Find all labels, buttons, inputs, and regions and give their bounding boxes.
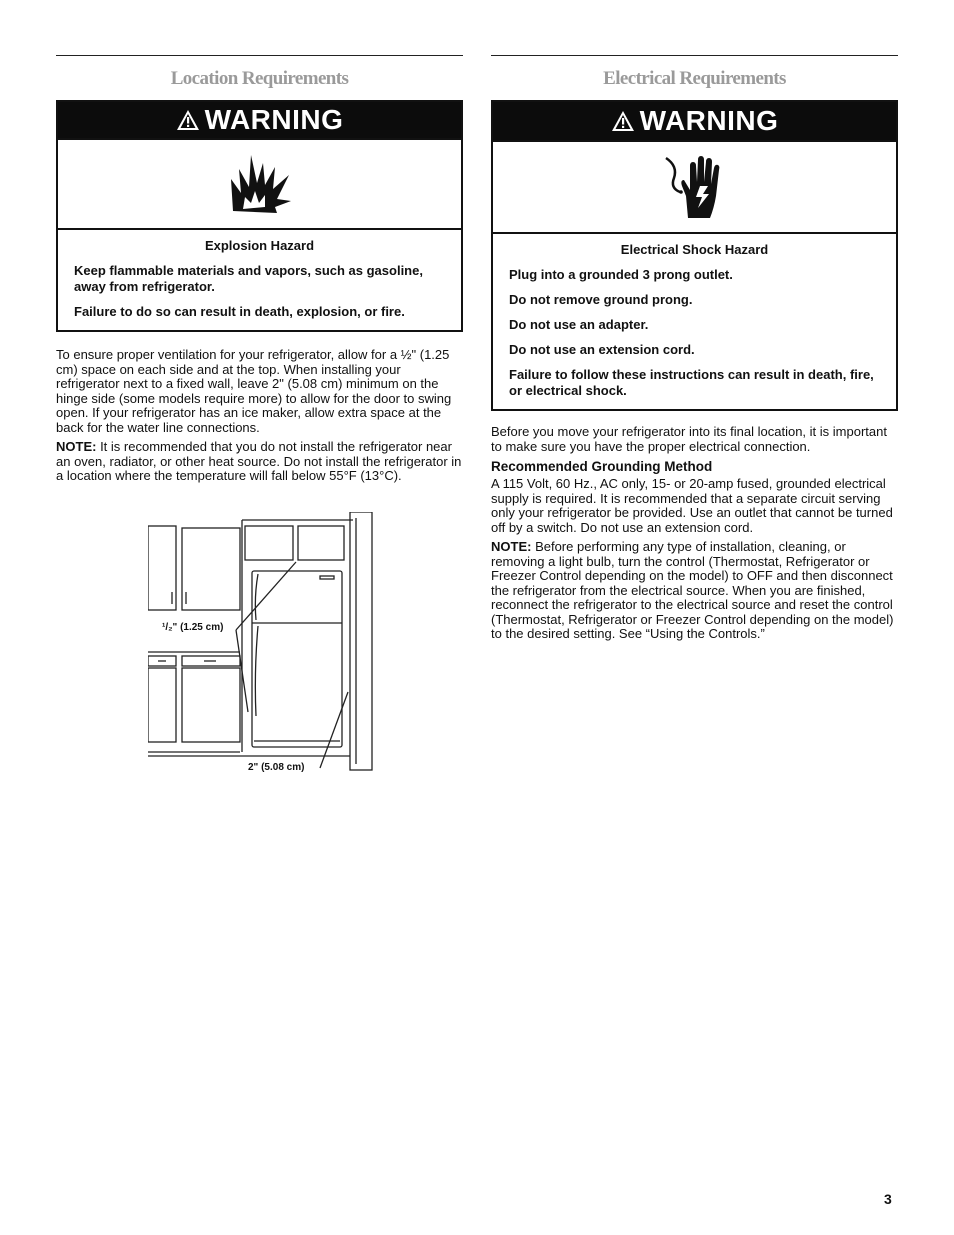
grounding-paragraph: A 115 Volt, 60 Hz., AC only, 15- or 20-amp fused, grounded electrical supply is required. It is recommended that a separate circuit serving only your refrigerator be provided. Use an outlet that cannot be turned off by a switch. Do not use an extension cord. [491,476,893,535]
refrigerator-clearance-figure [148,512,374,774]
warning-line: Do not use an extension cord. [509,342,695,357]
left-column [56,55,463,489]
warning-triangle-icon [611,110,635,132]
section-title-electrical: Electrical Requirements [603,68,786,89]
warning-box-explosion [56,100,463,332]
grounding-subhead: Recommended Grounding Method [491,459,713,474]
top-rule [491,55,898,56]
note-paragraph [56,440,463,484]
warning-header [58,102,461,138]
electrical-intro-paragraph: Before you move your refrigerator into its final location, it is important to make sure you have the proper electrical connection. [491,424,887,454]
right-column [491,55,898,647]
warning-triangle-icon [176,109,200,131]
warning-label: WARNING [204,104,344,135]
clearance-label-half-inch: ¹/₂" (1.25 cm) [162,622,224,633]
top-rule [56,55,463,56]
warning-line: Keep flammable materials and vapors, such as gasoline, away from refrigerator. [74,263,423,294]
explosion-icon [225,149,295,219]
refrigerator-diagram [148,512,374,774]
warning-line: Do not remove ground prong. [509,292,693,307]
electric-shock-hand-icon [660,152,730,222]
hazard-title: Explosion Hazard [204,238,315,253]
warning-icon-area [493,140,896,234]
warning-line: Plug into a grounded 3 prong outlet. [509,267,733,282]
note-label: NOTE: [491,539,532,554]
note-text: It is recommended that you do not install the refrigerator near an oven, radiator, or other heat source. Do not install the refrigerator in a location where the temperature will fall below 55°F (13°C). [56,439,462,483]
note-paragraph [491,540,898,642]
hazard-title: Electrical Shock Hazard [620,242,769,257]
warning-label: WARNING [639,105,779,136]
warning-line: Do not use an adapter. [509,317,649,332]
warning-text [493,234,896,409]
section-title-location: Location Requirements [170,68,349,89]
ventilation-paragraph: To ensure proper ventilation for your refrigerator, allow for a ½" (1.25 cm) space on each side and at the top. When installing your refrigerator next to a fixed wall, leave 2" (5.08 cm) minimum on the hinge side (some models require more) to allow for the door to swing open. If your refrigerator has an ice maker, allow extra space at the back for the water line connections. [56,347,452,435]
note-text: Before performing any type of installation, cleaning, or removing a light bulb, turn the control (Thermostat, Refrigerator or Freezer Control depending on the model) to OFF and then disconnect the refrigerator from the electrical source. When you are finished, reconnect the refrigerator to the electrical source and reset the control (Thermostat, Refrigerator or Freezer Control depending on the model) to the desired setting. See “Using the Controls.” [491,539,894,641]
clearance-label-two-inch: 2" (5.08 cm) [248,762,305,773]
warning-text [58,230,461,330]
note-label: NOTE: [56,439,97,454]
warning-line: Failure to follow these instructions can result in death, fire, or electrical shock. [509,367,874,398]
warning-header [493,102,896,140]
warning-icon-area [58,138,461,230]
warning-box-electrical [491,100,898,411]
warning-line: Failure to do so can result in death, explosion, or fire. [74,304,405,319]
page-number: 3 [884,1191,892,1207]
